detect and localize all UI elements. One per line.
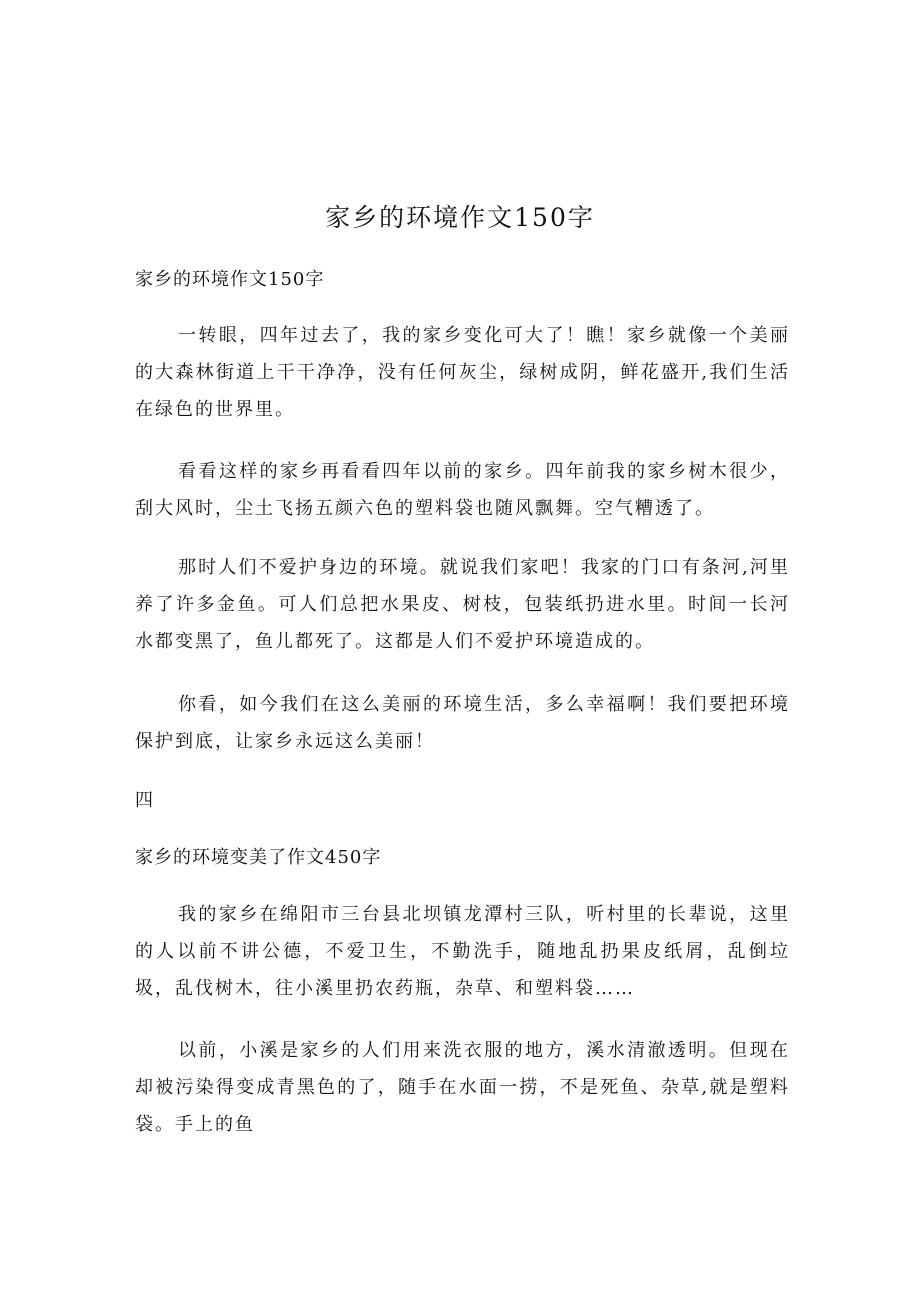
paragraph: 一转眼，四年过去了，我的家乡变化可大了！瞧！家乡就像一个美丽的大森林街道上干干净净，没有任何灰尘，绿树成阴，鲜花盛开,我们生活在绿色的世界里。 [135, 325, 790, 420]
paragraph: 以前，小溪是家乡的人们用来洗衣服的地方，溪水清澈透明。但现在却被污染得变成青黑色的了，随手在水面一捞，不是死鱼、杂草,就是塑料袋。手上的鱼 [135, 1040, 790, 1135]
section-marker: 四 [135, 790, 153, 811]
paragraph: 那时人们不爱护身边的环境。就说我们家吧！我家的门口有条河,河里养了许多金鱼。可人们总把水果皮、树枝，包装纸扔进水里。时间一长河水都变黑了，鱼儿都死了。这都是人们不爱护环境造成的。 [135, 557, 790, 652]
document-title: 家乡的环境作文150字 [325, 203, 595, 232]
paragraph: 我的家乡在绵阳市三台县北坝镇龙潭村三队，听村里的长辈说，这里的人以前不讲公德，不爱卫生，不勤洗手，随地乱扔果皮纸屑，乱倒垃圾，乱伐树木，往小溪里扔农药瓶，杂草、和塑料袋…… [135, 904, 790, 999]
paragraph: 看看这样的家乡再看看四年以前的家乡。四年前我的家乡树木很少，刮大风时，尘土飞扬五颜六色的塑料袋也随风飘舞。空气糟透了。 [135, 461, 790, 519]
section-heading-1: 家乡的环境作文150字 [135, 269, 325, 290]
section-heading-2: 家乡的环境变美了作文450字 [135, 847, 382, 868]
paragraph: 你看，如今我们在这么美丽的环境生活，多么幸福啊！我们要把环境保护到底，让家乡永远这么美丽！ [135, 694, 790, 752]
